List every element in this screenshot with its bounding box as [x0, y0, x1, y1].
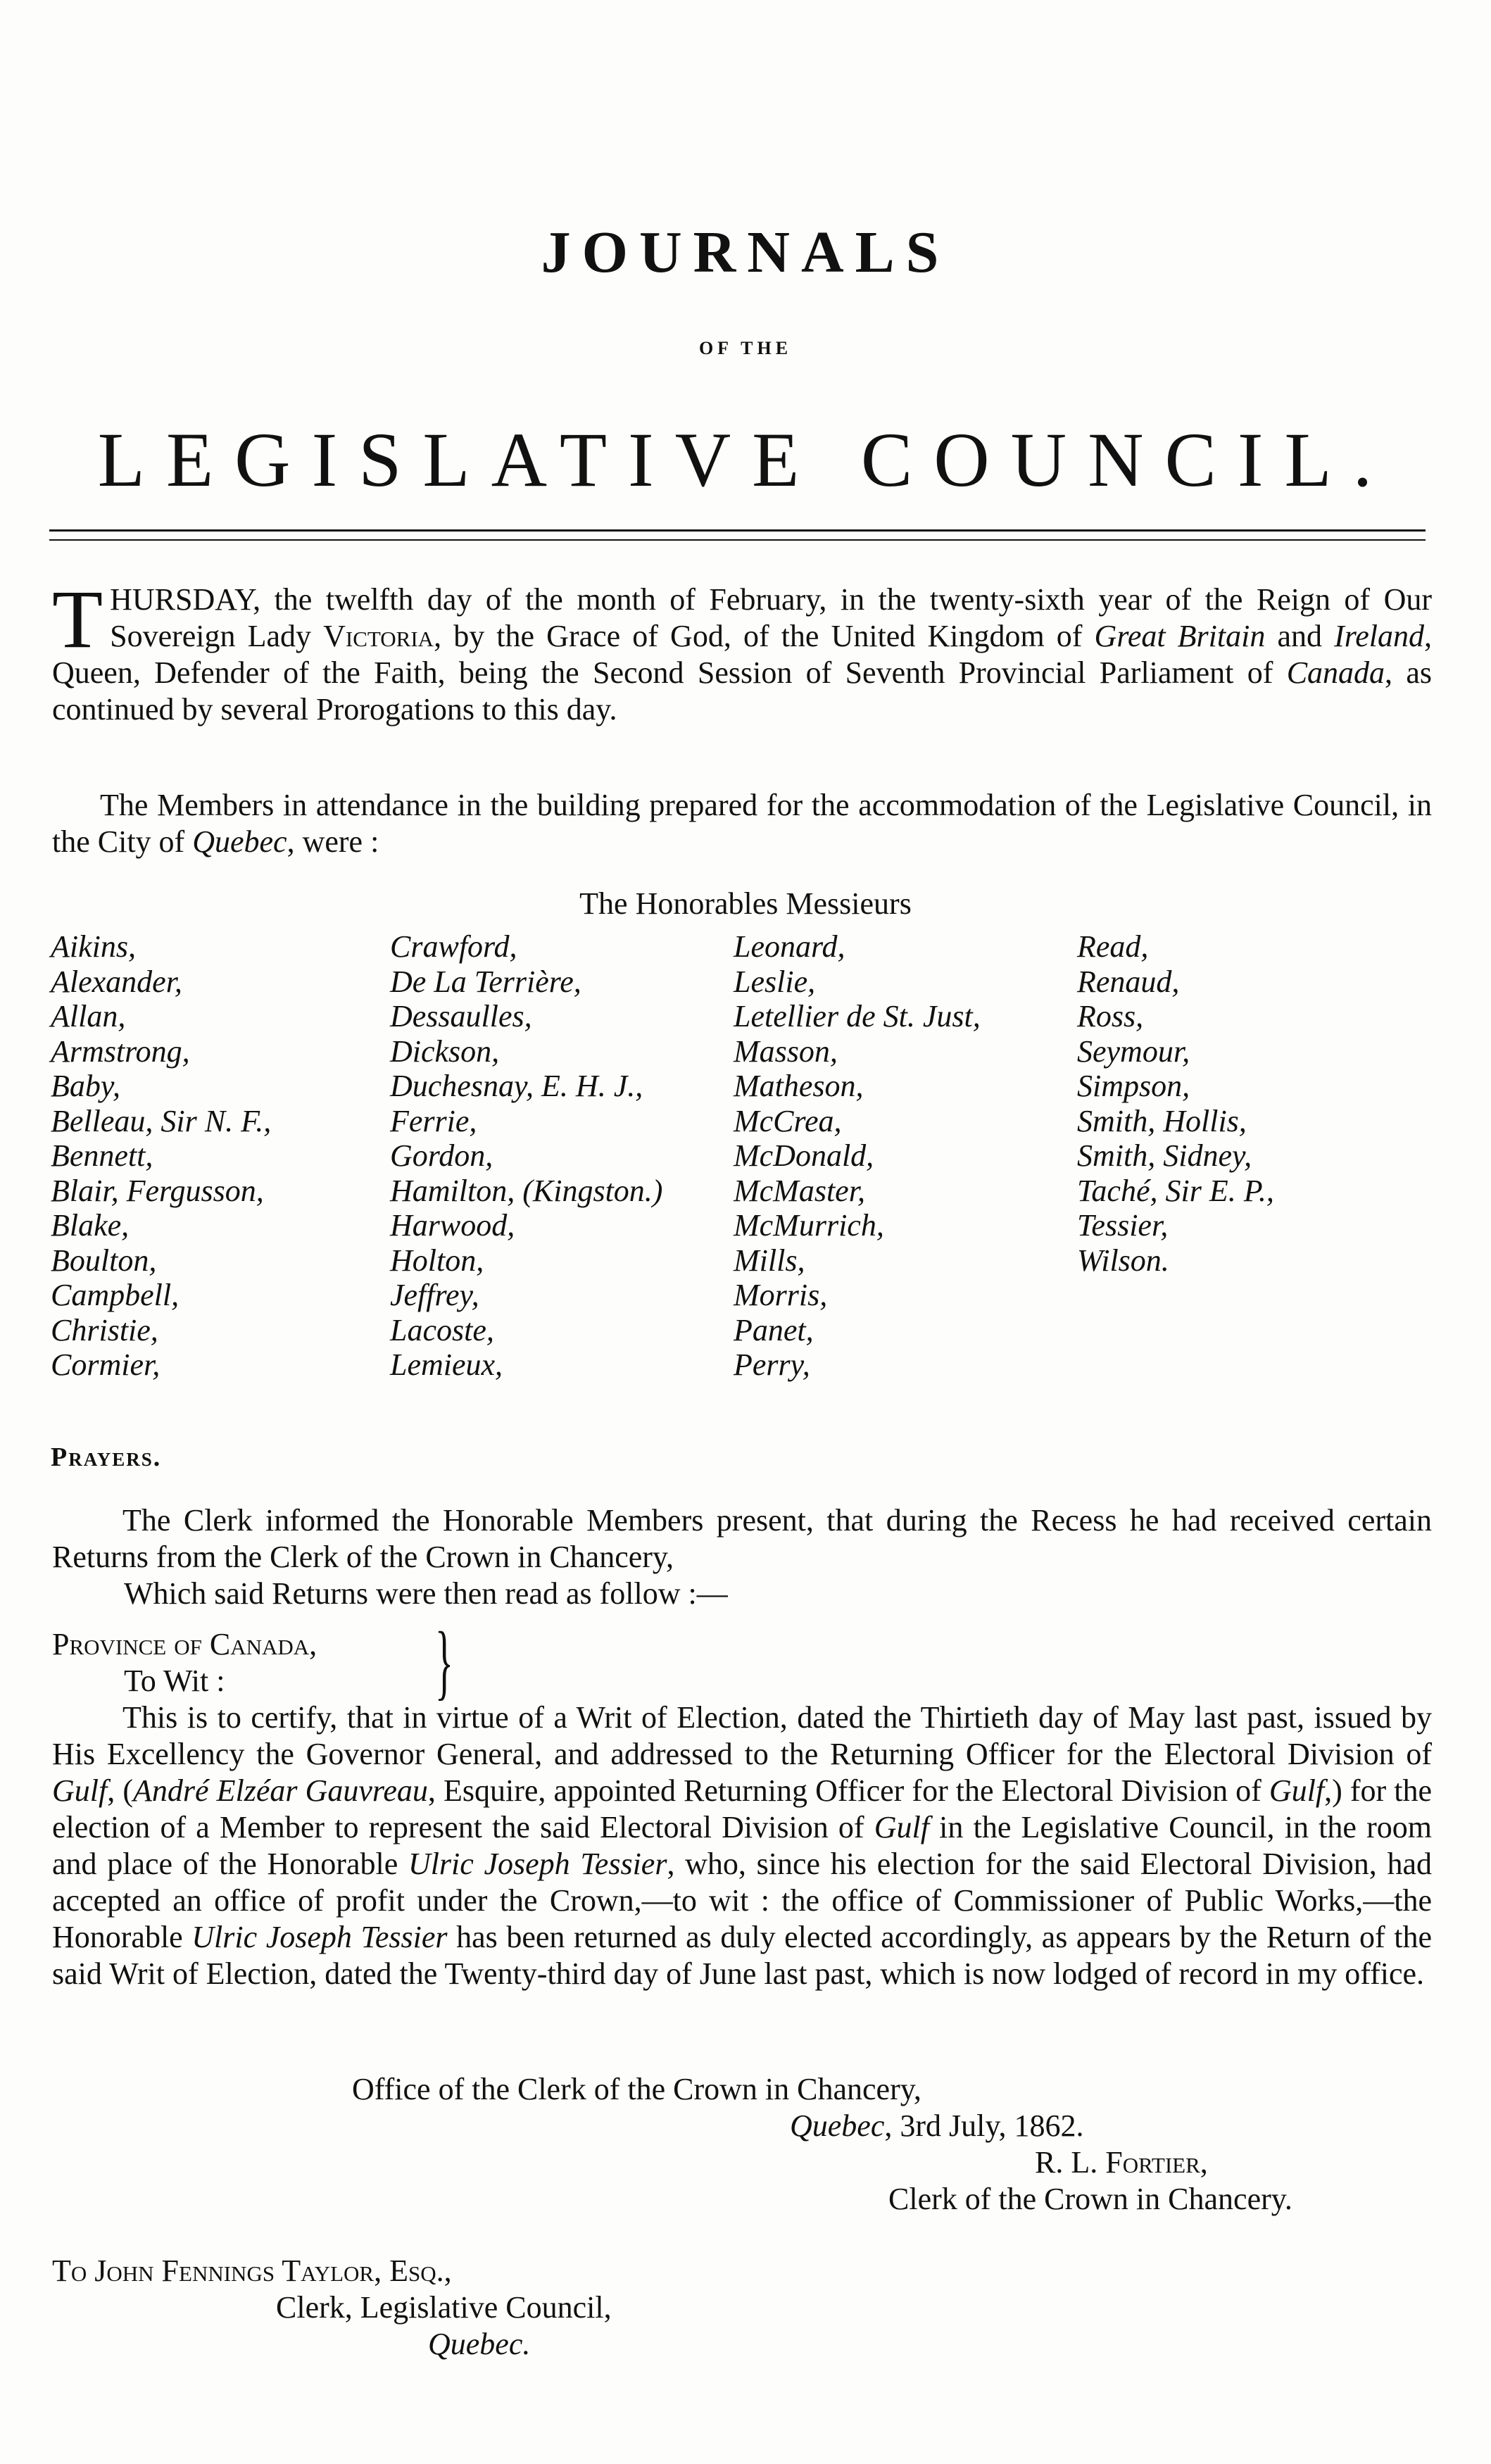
opening-ireland: Ireland: [1334, 619, 1425, 653]
certify-gulf-3: Gulf: [874, 1810, 929, 1844]
attendance-quebec: Quebec: [192, 824, 287, 859]
member-name: Tessier,: [1077, 1208, 1169, 1243]
certify-text-e: in the Legislative Council, in the room and place of the Honorable: [52, 1810, 1432, 1881]
certify-ulric-1: Ulric Joseph Tessier: [408, 1847, 667, 1881]
member-name: Boulton,: [51, 1243, 157, 1278]
opening-text-a: HURSDAY, the twelfth day of the month of February, in the twenty-sixth year of the Reign of Our Sovereign Lady: [110, 582, 1432, 653]
certify-text-b: , (: [107, 1773, 133, 1808]
member-name: Letellier de St. Just,: [734, 999, 981, 1033]
certify-gulf-1: Gulf: [52, 1773, 108, 1808]
header-rule-top: [49, 529, 1426, 532]
member-name: Harwood,: [390, 1208, 515, 1243]
to-wit-line: To Wit :: [124, 1664, 225, 1698]
member-name: Renaud,: [1077, 964, 1180, 999]
member-name: Crawford,: [390, 929, 517, 964]
prayers-heading: Prayers.: [51, 1442, 162, 1472]
certify-andre: André Elzéar Gauvreau: [132, 1773, 428, 1808]
opening-great-britain: Great Britain: [1094, 619, 1266, 653]
journal-subtitle: OF THE: [698, 338, 793, 358]
member-name: Holton,: [390, 1243, 484, 1278]
member-name: Duchesnay, E. H. J.,: [390, 1069, 643, 1103]
date-place: Quebec: [790, 2108, 885, 2143]
opening-text-b: , by the Grace of God, of the United Kingdom of: [434, 619, 1095, 653]
signature: R. L. Fortier,: [1035, 2145, 1208, 2180]
member-name: McMaster,: [734, 1173, 865, 1208]
office-line: Office of the Clerk of the Crown in Chancery,: [352, 2072, 921, 2106]
certify-text-a: This is to certify, that in virtue of a Writ of Election, dated the Thirtieth day of May last past, issued by His Excellency the Governor General, and addressed to the Returning Officer for the Electoral Division of: [52, 1700, 1432, 1771]
members-column-3: [734, 929, 981, 1383]
member-name: Jeffrey,: [390, 1278, 479, 1312]
member-name: Taché, Sir E. P.,: [1077, 1173, 1274, 1208]
opening-text-e: , as continued by several Prorogations to this day.: [52, 655, 1433, 727]
member-name: Belleau, Sir N. F.,: [51, 1103, 272, 1138]
member-name: Leslie,: [734, 964, 816, 999]
member-name: Aikins,: [51, 929, 136, 964]
member-name: McDonald,: [734, 1138, 874, 1173]
member-name: Blake,: [51, 1208, 130, 1243]
opening-paragraph: [52, 573, 1433, 728]
certify-text-c: , Esquire, appointed Returning Officer for the Electoral Division of: [427, 1773, 1269, 1808]
returns-read-line: Which said Returns were then read as follow :—: [124, 1576, 728, 1611]
certify-ulric-2: Ulric Joseph Tessier: [191, 1920, 448, 1954]
member-name: Cormier,: [51, 1347, 161, 1382]
attendance-paragraph: [52, 787, 1432, 860]
attendance-text-a: The Members in attendance in the building prepared for the accommodation of the Legislative Council, in the City of: [52, 788, 1432, 859]
opening-text-d: , Queen, Defender of the Faith, being the Second Session of Seventh Provincial Parliament of: [52, 619, 1433, 690]
member-name: Baby,: [51, 1069, 120, 1103]
clerk-paragraph: The Clerk informed the Honorable Members present, that during the Recess he had received certain Returns from the Clerk of the Crown in Chancery,: [52, 1503, 1432, 1574]
certify-text-d: ,) for the election of a Member to represent the said Electoral Division of: [52, 1773, 1433, 1844]
opening-victoria: Victoria: [323, 619, 434, 653]
member-name: Gordon,: [390, 1138, 493, 1173]
date-rest: , 3rd July, 1862.: [884, 2108, 1084, 2143]
member-name: Morris,: [734, 1278, 828, 1312]
member-name: Ferrie,: [390, 1103, 477, 1138]
journal-title: JOURNALS: [541, 220, 950, 285]
member-name: Armstrong,: [51, 1033, 190, 1069]
certify-gulf-2: Gulf: [1269, 1773, 1325, 1808]
members-column-1: [51, 929, 271, 1383]
member-name: Christie,: [51, 1312, 158, 1347]
member-name: McCrea,: [734, 1103, 842, 1138]
date-line: [790, 2108, 1084, 2144]
addressee-role: Clerk, Legislative Council,: [276, 2290, 612, 2325]
member-name: Mills,: [734, 1243, 805, 1278]
member-name: Perry,: [734, 1347, 810, 1382]
member-name: Matheson,: [734, 1069, 864, 1103]
member-name: Bennett,: [51, 1138, 153, 1173]
attendance-text-b: , were :: [287, 824, 379, 859]
member-name: Alexander,: [51, 964, 182, 999]
member-name: Allan,: [51, 999, 126, 1033]
member-name: Dickson,: [390, 1033, 500, 1069]
addressee-name: To John Fennings Taylor, Esq.,: [52, 2254, 452, 2288]
member-name: Ross,: [1077, 999, 1144, 1033]
member-name: Wilson.: [1077, 1243, 1169, 1278]
drop-cap: T: [52, 573, 103, 665]
council-title: LEGISLATIVE COUNCIL.: [97, 417, 1394, 503]
member-name: Campbell,: [51, 1278, 180, 1312]
certificate-paragraph: [52, 1699, 1432, 1992]
member-name: Panet,: [734, 1312, 814, 1347]
member-name: Simpson,: [1077, 1069, 1190, 1103]
province-brace: }: [435, 1614, 453, 1708]
member-name: Smith, Hollis,: [1077, 1103, 1247, 1138]
member-name: Blair, Fergusson,: [51, 1173, 264, 1208]
addressee-city: Quebec.: [428, 2327, 531, 2361]
member-name: Lacoste,: [390, 1312, 494, 1347]
member-name: McMurrich,: [734, 1208, 884, 1243]
member-name: Hamilton, (Kingston.): [390, 1173, 663, 1208]
clerk-title: Clerk of the Crown in Chancery.: [888, 2182, 1292, 2216]
member-name: Lemieux,: [390, 1347, 503, 1382]
member-name: Seymour,: [1077, 1033, 1190, 1069]
honorables-heading: The Honorables Messieurs: [579, 886, 912, 921]
member-name: Dessaulles,: [390, 999, 532, 1033]
opening-text-c: and: [1265, 619, 1335, 653]
members-column-4: [1077, 929, 1274, 1278]
certify-text-g: has been returned as duly elected accordingly, as appears by the Return of the said Writ of Election, dated the Twenty-third day of June last past, which is now lodged of record in my office.: [52, 1920, 1432, 1991]
province-line: Province of Canada,: [52, 1627, 317, 1661]
members-column-2: [390, 929, 662, 1383]
opening-canada: Canada: [1286, 655, 1385, 690]
certify-text-f: , who, since his election for the said Electoral Division, had accepted an office of profit under the Crown,—to wit : the office of Commissioner of Public Works,—the Honorable: [52, 1847, 1432, 1954]
member-name: Read,: [1077, 929, 1149, 964]
header-rule-bottom: [49, 539, 1426, 541]
member-name: Leonard,: [734, 929, 845, 964]
member-name: Masson,: [734, 1033, 838, 1069]
member-name: De La Terrière,: [390, 964, 581, 999]
member-name: Smith, Sidney,: [1077, 1138, 1252, 1173]
